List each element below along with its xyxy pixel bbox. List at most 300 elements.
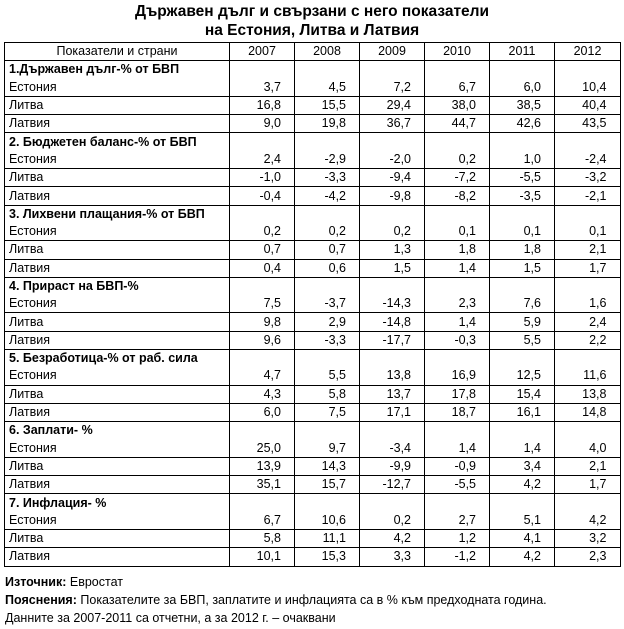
- value-cell: [425, 151, 490, 169]
- value-cell: [490, 96, 555, 114]
- value-text: 1,4: [458, 440, 476, 455]
- value-text: -2,4: [584, 151, 607, 166]
- value-cell: [555, 313, 621, 331]
- value-cell: [490, 151, 555, 169]
- value-text: 4,5: [328, 79, 346, 94]
- value-cell: [555, 79, 621, 97]
- value-text: 12,5: [516, 368, 541, 383]
- section-blank-cell: [230, 133, 295, 151]
- value-cell: [230, 241, 295, 259]
- value-cell: [295, 151, 360, 169]
- section-blank-cell: [490, 494, 555, 512]
- data-status-note: Данните за 2007-2011 са отчетни, а за 2012 г. – очаквани: [5, 611, 336, 625]
- value-cell: [360, 457, 425, 475]
- title-line-1: Държавен дълг и свързани с него показатели: [134, 3, 490, 20]
- country-cell: Латвия: [5, 548, 230, 566]
- value-text: 15,5: [321, 98, 346, 113]
- section-blank-cell: [230, 277, 295, 295]
- section-header-row: [5, 61, 621, 79]
- explanations-note: [5, 591, 547, 609]
- explanations-text: Показателите за БВП, заплатите и инфлацията са в % към предходната година.: [76, 593, 547, 607]
- value-text: 4,7: [263, 368, 281, 383]
- value-text: 2,4: [589, 314, 607, 329]
- value-cell: [230, 223, 295, 241]
- table-row: [5, 331, 621, 349]
- value-text: 4,0: [589, 440, 607, 455]
- value-text: 38,0: [451, 98, 476, 113]
- table-row: [5, 367, 621, 385]
- value-text: 14,3: [321, 458, 346, 473]
- section-blank-cell: [295, 422, 360, 440]
- value-text: 4,2: [393, 531, 411, 546]
- value-cell: [425, 96, 490, 114]
- value-text: 2,3: [458, 296, 476, 311]
- value-text: 2,7: [458, 512, 476, 527]
- value-text: -0,3: [454, 332, 476, 347]
- section-title: 1.Държавен дълг-% от БВП: [5, 61, 230, 79]
- table-row: [5, 512, 621, 530]
- value-cell: [360, 151, 425, 169]
- value-text: 2,1: [589, 242, 607, 257]
- table-row: [5, 96, 621, 114]
- value-text: 1,3: [393, 242, 411, 257]
- header-row: [5, 43, 621, 61]
- document-title: [0, 0, 624, 40]
- table-row: [5, 457, 621, 475]
- value-text: 16,8: [256, 98, 281, 113]
- table-row: [5, 440, 621, 458]
- value-text: 4,2: [523, 549, 541, 564]
- value-cell: [295, 457, 360, 475]
- value-text: 0,2: [458, 151, 476, 166]
- country-cell: Естония: [5, 79, 230, 97]
- value-cell: [295, 223, 360, 241]
- section-title: 2. Бюджетен баланс-% от БВП: [5, 133, 230, 151]
- value-cell: [360, 241, 425, 259]
- value-text: 4,2: [589, 512, 607, 527]
- value-cell: [555, 115, 621, 133]
- value-cell: [555, 512, 621, 530]
- value-cell: [490, 548, 555, 566]
- section-blank-cell: [360, 133, 425, 151]
- section-blank-cell: [490, 350, 555, 368]
- value-text: 43,5: [582, 116, 607, 131]
- value-cell: [490, 259, 555, 277]
- header-year: 2011: [490, 43, 555, 61]
- table-row: [5, 295, 621, 313]
- value-cell: [295, 169, 360, 187]
- section-blank-cell: [360, 205, 425, 223]
- header-year: 2008: [295, 43, 360, 61]
- value-cell: [490, 403, 555, 421]
- value-text: 1,7: [589, 477, 607, 492]
- value-text: 5,8: [328, 386, 346, 401]
- value-text: 1,4: [523, 440, 541, 455]
- value-cell: [360, 295, 425, 313]
- section-blank-cell: [295, 205, 360, 223]
- value-cell: [295, 476, 360, 494]
- value-cell: [230, 313, 295, 331]
- value-text: 0,2: [393, 512, 411, 527]
- value-text: -4,2: [324, 188, 346, 203]
- value-cell: [230, 169, 295, 187]
- value-cell: [555, 331, 621, 349]
- country-cell: Естония: [5, 295, 230, 313]
- value-cell: [295, 96, 360, 114]
- value-text: 1,4: [458, 260, 476, 275]
- country-cell: Литва: [5, 313, 230, 331]
- value-cell: [425, 169, 490, 187]
- value-cell: [360, 169, 425, 187]
- header-label: Показатели и страни: [5, 43, 230, 61]
- value-cell: [490, 295, 555, 313]
- country-cell: Естония: [5, 440, 230, 458]
- value-text: 1,0: [523, 151, 541, 166]
- value-text: 35,1: [256, 477, 281, 492]
- value-cell: [555, 259, 621, 277]
- value-cell: [230, 187, 295, 205]
- section-header-row: [5, 133, 621, 151]
- value-cell: [230, 548, 295, 566]
- value-text: 7,5: [263, 296, 281, 311]
- indicators-table: [4, 42, 621, 567]
- country-cell: Естония: [5, 367, 230, 385]
- value-text: 5,1: [523, 512, 541, 527]
- value-cell: [360, 79, 425, 97]
- value-text: 1,7: [589, 260, 607, 275]
- value-cell: [490, 313, 555, 331]
- value-cell: [295, 403, 360, 421]
- value-cell: [230, 440, 295, 458]
- section-blank-cell: [230, 205, 295, 223]
- value-cell: [230, 331, 295, 349]
- value-cell: [295, 79, 360, 97]
- value-text: -0,9: [454, 458, 476, 473]
- value-cell: [230, 403, 295, 421]
- table-row: [5, 385, 621, 403]
- section-title: 3. Лихвени плащания-% от БВП: [5, 205, 230, 223]
- value-text: 13,8: [386, 368, 411, 383]
- value-cell: [230, 512, 295, 530]
- value-text: 2,3: [589, 549, 607, 564]
- title-line-2: на Естония, Литва и Латвия: [204, 22, 420, 39]
- value-text: -17,7: [382, 332, 411, 347]
- value-text: -14,3: [382, 296, 411, 311]
- value-text: -5,5: [454, 477, 476, 492]
- value-cell: [230, 530, 295, 548]
- value-text: 4,1: [523, 531, 541, 546]
- value-text: 40,4: [582, 98, 607, 113]
- value-cell: [555, 187, 621, 205]
- value-text: 10,4: [582, 79, 607, 94]
- table-row: [5, 476, 621, 494]
- section-blank-cell: [555, 494, 621, 512]
- section-blank-cell: [555, 61, 621, 79]
- table-row: [5, 241, 621, 259]
- value-cell: [230, 151, 295, 169]
- value-text: 44,7: [451, 116, 476, 131]
- value-text: 9,8: [263, 314, 281, 329]
- value-cell: [360, 440, 425, 458]
- value-text: 6,0: [523, 79, 541, 94]
- value-cell: [555, 385, 621, 403]
- value-cell: [555, 476, 621, 494]
- value-cell: [425, 331, 490, 349]
- section-title: 6. Заплати- %: [5, 422, 230, 440]
- value-cell: [555, 548, 621, 566]
- country-cell: Латвия: [5, 403, 230, 421]
- value-cell: [295, 548, 360, 566]
- value-cell: [295, 259, 360, 277]
- section-header-row: [5, 350, 621, 368]
- value-cell: [230, 367, 295, 385]
- value-cell: [295, 313, 360, 331]
- value-text: -2,0: [389, 151, 411, 166]
- value-cell: [360, 548, 425, 566]
- value-cell: [490, 169, 555, 187]
- value-cell: [425, 259, 490, 277]
- value-text: 5,9: [523, 314, 541, 329]
- value-text: 36,7: [386, 116, 411, 131]
- value-text: 0,2: [393, 224, 411, 239]
- value-text: 2,4: [263, 151, 281, 166]
- value-cell: [425, 385, 490, 403]
- value-text: 11,1: [322, 531, 346, 546]
- value-text: -1,0: [259, 170, 281, 185]
- value-cell: [425, 403, 490, 421]
- header-year: 2012: [555, 43, 621, 61]
- value-cell: [490, 530, 555, 548]
- country-cell: Литва: [5, 385, 230, 403]
- value-text: -3,3: [324, 170, 346, 185]
- value-text: 0,1: [458, 224, 476, 239]
- section-blank-cell: [360, 350, 425, 368]
- section-blank-cell: [425, 277, 490, 295]
- value-cell: [555, 403, 621, 421]
- value-text: 19,8: [321, 116, 346, 131]
- value-cell: [360, 403, 425, 421]
- value-cell: [490, 115, 555, 133]
- value-text: 6,7: [458, 79, 476, 94]
- value-text: 0,7: [263, 242, 281, 257]
- value-text: 42,6: [516, 116, 541, 131]
- value-text: 0,7: [328, 242, 346, 257]
- section-header-row: [5, 422, 621, 440]
- value-text: -12,7: [382, 477, 411, 492]
- value-text: 1,5: [523, 260, 541, 275]
- value-text: 38,5: [516, 98, 541, 113]
- value-text: 9,7: [328, 440, 346, 455]
- header-year: 2010: [425, 43, 490, 61]
- value-text: 29,4: [386, 98, 411, 113]
- value-cell: [555, 295, 621, 313]
- value-cell: [295, 512, 360, 530]
- section-blank-cell: [230, 61, 295, 79]
- value-text: 7,6: [523, 296, 541, 311]
- header-year: 2009: [360, 43, 425, 61]
- value-cell: [360, 512, 425, 530]
- value-cell: [230, 115, 295, 133]
- value-cell: [230, 476, 295, 494]
- value-cell: [555, 241, 621, 259]
- value-cell: [230, 457, 295, 475]
- value-text: -1,2: [454, 549, 476, 564]
- value-text: -9,4: [389, 170, 411, 185]
- value-cell: [295, 440, 360, 458]
- section-blank-cell: [555, 422, 621, 440]
- value-cell: [490, 79, 555, 97]
- section-blank-cell: [360, 61, 425, 79]
- value-text: 4,3: [263, 386, 281, 401]
- value-cell: [360, 530, 425, 548]
- value-text: 2,1: [589, 458, 607, 473]
- value-text: 3,4: [523, 458, 541, 473]
- value-text: 1,8: [523, 242, 541, 257]
- section-blank-cell: [490, 277, 555, 295]
- table-row: [5, 313, 621, 331]
- section-blank-cell: [295, 61, 360, 79]
- source-text: Евростат: [66, 575, 123, 589]
- value-text: -3,2: [584, 170, 607, 185]
- value-cell: [360, 367, 425, 385]
- value-text: 3,3: [393, 549, 411, 564]
- section-blank-cell: [425, 350, 490, 368]
- section-blank-cell: [555, 277, 621, 295]
- value-text: -3,7: [324, 296, 346, 311]
- value-text: -3,3: [324, 332, 346, 347]
- notes: [5, 573, 547, 627]
- section-blank-cell: [360, 422, 425, 440]
- value-cell: [555, 223, 621, 241]
- source-note: [5, 573, 547, 591]
- value-text: 14,8: [582, 405, 607, 420]
- value-cell: [295, 115, 360, 133]
- value-cell: [425, 530, 490, 548]
- section-title: 7. Инфлация- %: [5, 494, 230, 512]
- value-text: 17,8: [451, 386, 476, 401]
- value-text: 0,2: [263, 224, 281, 239]
- country-cell: Литва: [5, 241, 230, 259]
- value-cell: [425, 313, 490, 331]
- country-cell: Литва: [5, 530, 230, 548]
- table-row: [5, 530, 621, 548]
- value-cell: [295, 385, 360, 403]
- value-cell: [425, 79, 490, 97]
- table-row: [5, 115, 621, 133]
- value-cell: [360, 115, 425, 133]
- value-text: 9,6: [263, 332, 281, 347]
- value-cell: [555, 457, 621, 475]
- section-blank-cell: [425, 61, 490, 79]
- country-cell: Латвия: [5, 187, 230, 205]
- value-text: 17,1: [386, 405, 411, 420]
- section-blank-cell: [230, 494, 295, 512]
- value-text: 6,7: [263, 512, 281, 527]
- value-text: 2,9: [328, 314, 346, 329]
- value-cell: [555, 96, 621, 114]
- value-cell: [295, 187, 360, 205]
- value-text: 9,0: [263, 116, 281, 131]
- value-cell: [230, 79, 295, 97]
- table-row: [5, 259, 621, 277]
- value-text: 0,1: [523, 224, 541, 239]
- country-cell: Естония: [5, 151, 230, 169]
- section-blank-cell: [295, 494, 360, 512]
- value-text: 13,7: [386, 386, 411, 401]
- value-cell: [360, 96, 425, 114]
- value-text: -9,9: [389, 458, 411, 473]
- section-title: 4. Прираст на БВП-%: [5, 277, 230, 295]
- value-text: 0,1: [589, 224, 607, 239]
- value-cell: [425, 512, 490, 530]
- country-cell: Литва: [5, 96, 230, 114]
- section-blank-cell: [295, 133, 360, 151]
- table-row: [5, 548, 621, 566]
- value-text: 5,5: [328, 368, 346, 383]
- value-cell: [490, 385, 555, 403]
- value-text: 13,9: [256, 458, 281, 473]
- section-header-row: [5, 277, 621, 295]
- value-text: 1,4: [458, 314, 476, 329]
- country-cell: Латвия: [5, 259, 230, 277]
- value-cell: [230, 259, 295, 277]
- table-row: [5, 187, 621, 205]
- section-blank-cell: [295, 350, 360, 368]
- value-cell: [295, 295, 360, 313]
- value-cell: [555, 151, 621, 169]
- value-text: 5,8: [263, 531, 281, 546]
- value-cell: [490, 331, 555, 349]
- value-text: -14,8: [382, 314, 411, 329]
- value-text: 15,3: [321, 549, 346, 564]
- table-row: [5, 169, 621, 187]
- value-cell: [425, 241, 490, 259]
- value-text: 1,5: [393, 260, 411, 275]
- value-text: 4,2: [523, 477, 541, 492]
- value-text: 25,0: [256, 440, 281, 455]
- value-text: -9,8: [389, 188, 411, 203]
- value-text: 0,2: [328, 224, 346, 239]
- value-cell: [425, 295, 490, 313]
- value-text: 11,6: [583, 368, 607, 383]
- value-text: 15,7: [321, 477, 346, 492]
- value-cell: [425, 223, 490, 241]
- value-cell: [360, 187, 425, 205]
- value-cell: [425, 367, 490, 385]
- value-text: -0,4: [259, 188, 281, 203]
- value-cell: [490, 476, 555, 494]
- explanations-label: Пояснения:: [5, 593, 77, 607]
- value-text: 3,2: [589, 531, 607, 546]
- value-cell: [295, 367, 360, 385]
- section-blank-cell: [490, 422, 555, 440]
- value-cell: [230, 96, 295, 114]
- value-cell: [295, 530, 360, 548]
- value-text: 16,9: [451, 368, 476, 383]
- country-cell: Естония: [5, 223, 230, 241]
- table-row: [5, 79, 621, 97]
- value-cell: [360, 331, 425, 349]
- value-cell: [490, 457, 555, 475]
- value-cell: [425, 457, 490, 475]
- value-cell: [230, 385, 295, 403]
- table-body: [5, 61, 621, 566]
- value-cell: [360, 223, 425, 241]
- table-row: [5, 223, 621, 241]
- value-cell: [295, 241, 360, 259]
- table-row: [5, 151, 621, 169]
- value-text: -5,5: [519, 170, 541, 185]
